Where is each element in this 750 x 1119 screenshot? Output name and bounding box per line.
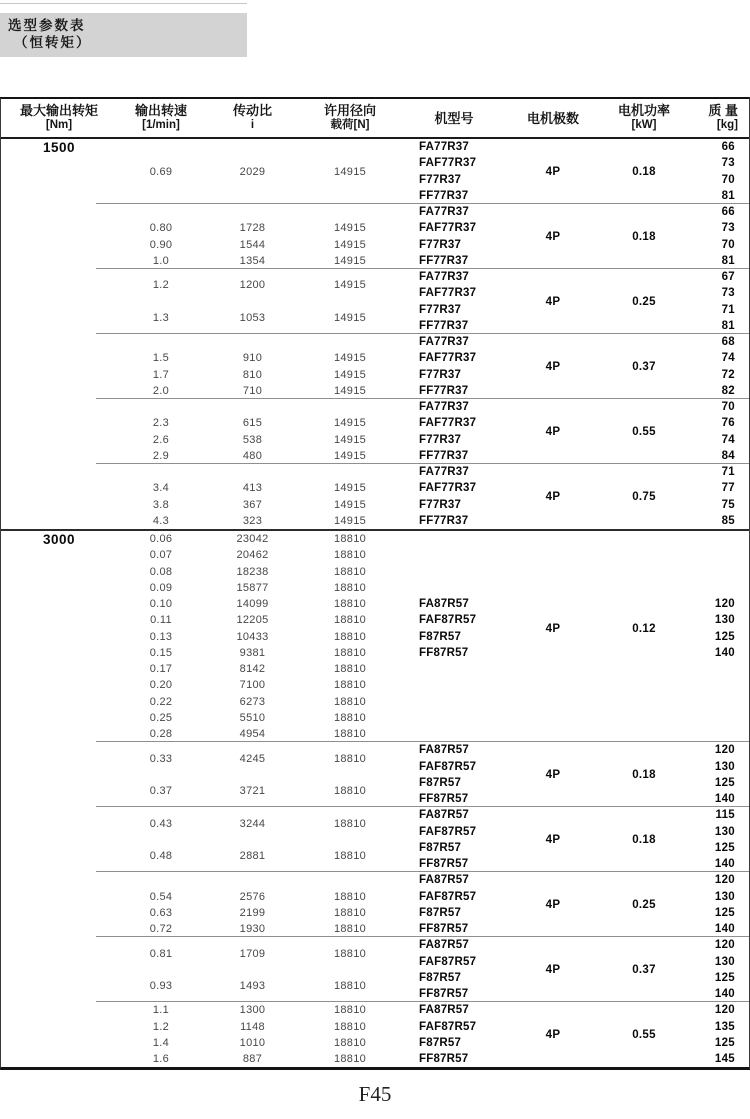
model-cell: F87R57 <box>419 971 462 984</box>
power-cell: 0.25 <box>632 898 656 911</box>
mass-cell: 68 <box>721 336 735 349</box>
model-cell: F77R37 <box>419 303 462 316</box>
load-cell: 18810 <box>333 1020 367 1033</box>
col-header-8 <box>690 99 748 137</box>
ratio-cell: 2576 <box>239 890 266 903</box>
load-cell: 14915 <box>333 514 367 527</box>
ratio-cell: 2029 <box>239 165 266 178</box>
mass-cell: 125 <box>714 776 735 789</box>
speed-cell: 1.6 <box>152 1053 170 1066</box>
speed-cell: 0.63 <box>149 906 173 919</box>
poles-cell: 4P <box>545 360 561 373</box>
mass-cell: 75 <box>721 498 735 511</box>
group <box>1 334 749 399</box>
speed-cell: 0.09 <box>149 581 173 594</box>
mass-cell: 140 <box>714 646 735 659</box>
col-header-title: 电机极数 <box>526 110 579 126</box>
ratio-cell: 1930 <box>239 923 266 936</box>
load-cell: 14915 <box>333 165 367 178</box>
speed-cell: 0.81 <box>149 947 173 960</box>
model-cell: FAF77R37 <box>419 287 477 300</box>
load-cell: 18810 <box>333 728 367 741</box>
model-cell: FAF77R37 <box>419 352 477 365</box>
speed-cell: 1.7 <box>152 368 170 381</box>
section-3000 <box>1 529 749 1067</box>
model-cell: FA87R57 <box>419 874 469 887</box>
speed-cell: 0.20 <box>149 679 173 692</box>
group <box>1 872 749 937</box>
speed-cell: 1.0 <box>152 254 170 267</box>
mass-cell: 120 <box>714 939 735 952</box>
speed-cell: 0.28 <box>149 728 173 741</box>
model-cell: FF87R57 <box>419 988 469 1001</box>
mass-cell: 140 <box>714 988 735 1001</box>
mass-cell: 130 <box>714 825 735 838</box>
mass-cell: 77 <box>721 482 735 495</box>
model-cell: FAF87R57 <box>419 825 477 838</box>
ratio-cell: 710 <box>242 384 263 397</box>
col-header-3 <box>205 99 300 137</box>
speed-cell: 0.93 <box>149 980 173 992</box>
mass-cell: 130 <box>714 760 735 773</box>
model-cell: F77R37 <box>419 498 462 511</box>
ratio-cell: 2199 <box>239 906 266 919</box>
group <box>1 742 749 807</box>
col-header-unit: [kW] <box>631 119 657 131</box>
speed-cell: 0.80 <box>149 222 173 235</box>
power-cell: 0.25 <box>632 295 656 308</box>
ratio-cell: 6273 <box>239 695 266 708</box>
poles-cell: 4P <box>545 295 561 308</box>
load-cell: 14915 <box>333 222 367 235</box>
mass-cell: 66 <box>721 141 735 154</box>
mass-cell: 76 <box>721 417 735 430</box>
group-separator <box>96 398 749 399</box>
load-cell: 18810 <box>333 1053 367 1066</box>
load-cell: 14915 <box>333 449 367 462</box>
group-separator <box>96 936 749 937</box>
ratio-cell: 1544 <box>239 238 266 251</box>
ratio-cell: 323 <box>242 514 263 527</box>
load-cell: 18810 <box>333 711 367 724</box>
mass-cell: 125 <box>714 630 735 643</box>
load-cell: 18810 <box>333 923 367 936</box>
mass-cell: 71 <box>721 466 735 479</box>
speed-cell: 1.1 <box>152 1004 170 1017</box>
col-header-title: 许用径向 <box>323 103 376 118</box>
mass-cell: 140 <box>714 858 735 871</box>
ratio-cell: 887 <box>242 1053 263 1066</box>
ratio-cell: 1728 <box>239 222 266 235</box>
ratio-cell: 3721 <box>239 785 266 797</box>
group-separator <box>96 1001 749 1002</box>
selection-parameter-table <box>0 97 750 1070</box>
mass-cell: 81 <box>721 319 735 332</box>
model-cell: FF77R37 <box>419 254 469 267</box>
load-cell: 18810 <box>333 646 367 659</box>
mass-cell: 125 <box>714 841 735 854</box>
group <box>1 531 749 742</box>
load-cell: 14915 <box>333 368 367 381</box>
ratio-cell: 367 <box>242 498 263 511</box>
mass-cell: 81 <box>721 189 735 202</box>
mass-cell: 71 <box>721 303 735 316</box>
load-cell: 18810 <box>333 1036 367 1049</box>
group <box>1 269 749 334</box>
model-cell: F77R37 <box>419 238 462 251</box>
speed-cell: 2.6 <box>152 433 170 446</box>
mass-cell: 135 <box>714 1020 735 1033</box>
load-cell: 18810 <box>333 630 367 643</box>
poles-cell: 4P <box>545 833 561 846</box>
col-header-title: 传动比 <box>232 103 272 118</box>
power-cell: 0.55 <box>632 425 656 438</box>
load-cell: 18810 <box>333 614 367 627</box>
speed-cell: 1.5 <box>152 352 170 365</box>
load-cell: 18810 <box>333 752 367 765</box>
model-cell: FA77R37 <box>419 271 469 284</box>
ratio-cell: 810 <box>242 368 263 381</box>
model-cell: FF77R37 <box>419 189 469 202</box>
ratio-cell: 5510 <box>239 711 266 724</box>
speed-cell: 0.07 <box>149 549 173 562</box>
mass-cell: 115 <box>715 809 735 822</box>
ratio-cell: 480 <box>242 449 263 462</box>
group <box>1 937 749 1002</box>
ratio-cell: 1053 <box>239 311 266 324</box>
col-header-6 <box>508 99 598 137</box>
ratio-cell: 615 <box>242 417 263 430</box>
speed-cell: 0.43 <box>149 817 173 830</box>
load-cell: 18810 <box>333 980 367 992</box>
load-cell: 18810 <box>333 533 367 546</box>
speed-cell: 0.15 <box>149 646 173 659</box>
speed-cell: 1.4 <box>152 1036 170 1049</box>
group-separator <box>96 268 749 269</box>
speed-cell: 0.08 <box>149 565 173 578</box>
mass-cell: 120 <box>714 744 735 757</box>
col-header-unit: [kg] <box>716 119 738 131</box>
ratio-cell: 15877 <box>236 581 269 594</box>
group-separator <box>96 463 749 464</box>
title-box <box>0 13 247 57</box>
col-header-title: 最大输出转矩 <box>19 103 98 118</box>
load-cell: 14915 <box>333 498 367 511</box>
mass-cell: 125 <box>714 1036 735 1049</box>
model-cell: FA77R37 <box>419 466 469 479</box>
col-header-title: 电机功率 <box>617 103 670 118</box>
power-cell: 0.18 <box>632 230 656 243</box>
model-cell: FA87R57 <box>419 809 469 822</box>
page-title-line1: 选型参数表 <box>8 18 86 33</box>
group-separator <box>96 806 749 807</box>
mass-cell: 125 <box>714 971 735 984</box>
mass-cell: 85 <box>721 514 735 527</box>
ratio-cell: 413 <box>242 482 263 495</box>
power-cell: 0.37 <box>632 360 656 373</box>
power-cell: 0.18 <box>632 768 656 781</box>
model-cell: FAF77R37 <box>419 417 477 430</box>
group <box>1 139 749 204</box>
mass-cell: 70 <box>721 238 735 251</box>
ratio-cell: 4245 <box>239 752 266 765</box>
power-cell: 0.12 <box>632 622 656 635</box>
model-cell: FF77R37 <box>419 514 469 527</box>
load-cell: 14915 <box>333 238 367 251</box>
load-cell: 18810 <box>333 947 367 960</box>
load-cell: 14915 <box>333 417 367 430</box>
col-header-1 <box>1 99 117 137</box>
ratio-cell: 1200 <box>239 279 266 292</box>
speed-cell: 1.2 <box>152 1020 170 1033</box>
load-cell: 18810 <box>333 663 367 676</box>
poles-cell: 4P <box>545 1028 561 1041</box>
model-cell: F77R37 <box>419 368 462 381</box>
group-separator <box>96 741 749 742</box>
mass-cell: 81 <box>721 254 735 267</box>
group <box>1 807 749 872</box>
model-cell: F87R57 <box>419 841 462 854</box>
mass-cell: 120 <box>714 598 735 611</box>
power-cell: 0.55 <box>632 1028 656 1041</box>
mass-cell: 130 <box>714 955 735 968</box>
model-cell: FAF77R37 <box>419 222 477 235</box>
load-cell: 18810 <box>333 695 367 708</box>
speed-cell: 0.72 <box>149 923 173 936</box>
speed-cell: 1.3 <box>152 311 170 324</box>
col-header-4 <box>300 99 400 137</box>
torque-cell: 3000 <box>42 531 76 547</box>
speed-cell: 0.06 <box>149 533 173 546</box>
model-cell: F87R57 <box>419 776 462 789</box>
load-cell: 18810 <box>333 906 367 919</box>
load-cell: 18810 <box>333 581 367 594</box>
speed-cell: 0.69 <box>149 165 173 178</box>
ratio-cell: 10433 <box>236 630 269 643</box>
col-header-unit: [1/min] <box>142 119 180 131</box>
speed-cell: 0.13 <box>149 630 173 643</box>
table-body <box>1 139 749 1067</box>
col-header-unit: [Nm] <box>45 119 73 131</box>
model-cell: F77R37 <box>419 433 462 446</box>
model-cell: FAF77R37 <box>419 157 477 170</box>
load-cell: 18810 <box>333 817 367 830</box>
mass-cell: 70 <box>721 401 735 414</box>
model-cell: F87R57 <box>419 906 462 919</box>
model-cell: F87R57 <box>419 1036 462 1049</box>
model-cell: FA87R57 <box>419 939 469 952</box>
model-cell: FF87R57 <box>419 646 469 659</box>
model-cell: FA77R37 <box>419 206 469 219</box>
speed-cell: 0.48 <box>149 850 173 862</box>
load-cell: 14915 <box>333 254 367 267</box>
load-cell: 18810 <box>333 549 367 562</box>
speed-cell: 0.22 <box>149 695 173 708</box>
mass-cell: 73 <box>721 157 735 170</box>
mass-cell: 66 <box>721 206 735 219</box>
speed-cell: 0.10 <box>149 598 173 611</box>
speed-cell: 0.90 <box>149 238 173 251</box>
power-cell: 0.37 <box>632 963 656 976</box>
model-cell: FF77R37 <box>419 449 469 462</box>
col-header-unit: i <box>250 119 255 131</box>
model-cell: F77R37 <box>419 173 462 186</box>
model-cell: FA77R37 <box>419 401 469 414</box>
load-cell: 18810 <box>333 565 367 578</box>
col-header-5 <box>400 99 508 137</box>
model-cell: FF77R37 <box>419 319 469 332</box>
page-number: F45 <box>358 1082 392 1106</box>
col-header-title: 质 量 <box>708 103 738 118</box>
load-cell: 14915 <box>333 433 367 446</box>
speed-cell: 0.25 <box>149 711 173 724</box>
poles-cell: 4P <box>545 490 561 503</box>
speed-cell: 0.37 <box>149 785 173 797</box>
mass-cell: 130 <box>714 614 735 627</box>
col-header-unit: 载荷[N] <box>330 119 370 131</box>
load-cell: 14915 <box>333 311 367 324</box>
model-cell: FA77R37 <box>419 336 469 349</box>
torque-cell: 1500 <box>42 139 76 155</box>
speed-cell: 3.8 <box>152 498 170 511</box>
model-cell: FAF87R57 <box>419 614 477 627</box>
ratio-cell: 12205 <box>236 614 269 627</box>
ratio-cell: 20462 <box>236 549 269 562</box>
poles-cell: 4P <box>545 898 561 911</box>
ratio-cell: 1493 <box>239 980 266 992</box>
speed-cell: 4.3 <box>152 514 170 527</box>
group-separator <box>96 203 749 204</box>
mass-cell: 74 <box>721 433 735 446</box>
speed-cell: 0.11 <box>150 614 172 627</box>
model-cell: FAF87R57 <box>419 955 477 968</box>
model-cell: FF87R57 <box>419 858 469 871</box>
ratio-cell: 8142 <box>239 663 266 676</box>
mass-cell: 120 <box>714 1004 735 1017</box>
group <box>1 464 749 529</box>
poles-cell: 4P <box>545 768 561 781</box>
mass-cell: 140 <box>714 923 735 936</box>
model-cell: FAF87R57 <box>419 760 477 773</box>
ratio-cell: 9381 <box>239 646 266 659</box>
col-header-title: 输出转速 <box>134 103 187 118</box>
power-cell: 0.75 <box>632 490 656 503</box>
ratio-cell: 1148 <box>240 1020 265 1033</box>
load-cell: 14915 <box>333 279 367 292</box>
ratio-cell: 14099 <box>236 598 269 611</box>
model-cell: FF87R57 <box>419 1053 469 1066</box>
top-rule <box>0 3 247 4</box>
model-cell: FAF87R57 <box>419 1020 477 1033</box>
load-cell: 18810 <box>333 679 367 692</box>
ratio-cell: 2881 <box>239 850 266 862</box>
load-cell: 18810 <box>333 850 367 862</box>
load-cell: 18810 <box>333 785 367 797</box>
load-cell: 18810 <box>333 598 367 611</box>
mass-cell: 130 <box>714 890 735 903</box>
section-1500 <box>1 139 749 529</box>
ratio-cell: 1010 <box>239 1036 266 1049</box>
mass-cell: 73 <box>721 222 735 235</box>
mass-cell: 84 <box>721 449 735 462</box>
ratio-cell: 23042 <box>236 533 269 546</box>
col-header-title: 机型号 <box>434 110 474 126</box>
col-header-2 <box>117 99 205 137</box>
col-header-7 <box>598 99 690 137</box>
model-cell: F87R57 <box>419 630 462 643</box>
mass-cell: 145 <box>714 1053 735 1066</box>
ratio-cell: 1709 <box>239 947 266 960</box>
speed-cell: 2.0 <box>152 384 170 397</box>
model-cell: FF77R37 <box>419 384 469 397</box>
ratio-cell: 910 <box>242 352 263 365</box>
model-cell: FA87R57 <box>419 598 469 611</box>
power-cell: 0.18 <box>632 833 656 846</box>
ratio-cell: 538 <box>242 433 263 446</box>
mass-cell: 73 <box>721 287 735 300</box>
speed-cell: 0.17 <box>149 663 173 676</box>
model-cell: FAF77R37 <box>419 482 477 495</box>
mass-cell: 67 <box>721 271 735 284</box>
poles-cell: 4P <box>545 230 561 243</box>
poles-cell: 4P <box>545 165 561 178</box>
model-cell: FA87R57 <box>419 744 469 757</box>
group-separator <box>96 333 749 334</box>
load-cell: 14915 <box>333 352 367 365</box>
group <box>1 399 749 464</box>
ratio-cell: 4954 <box>239 728 266 741</box>
load-cell: 14915 <box>333 384 367 397</box>
speed-cell: 2.9 <box>152 449 170 462</box>
ratio-cell: 1354 <box>239 254 266 267</box>
ratio-cell: 1300 <box>239 1004 266 1017</box>
load-cell: 18810 <box>333 890 367 903</box>
load-cell: 14915 <box>333 482 367 495</box>
mass-cell: 125 <box>714 906 735 919</box>
speed-cell: 3.4 <box>152 482 170 495</box>
ratio-cell: 18238 <box>236 565 269 578</box>
ratio-cell: 7100 <box>239 679 266 692</box>
poles-cell: 4P <box>545 425 561 438</box>
model-cell: FA77R37 <box>419 141 469 154</box>
page-title-line2: （恒转矩） <box>14 35 92 50</box>
poles-cell: 4P <box>545 963 561 976</box>
group <box>1 204 749 269</box>
mass-cell: 74 <box>721 352 735 365</box>
poles-cell: 4P <box>545 622 561 635</box>
group-separator <box>96 871 749 872</box>
speed-cell: 1.2 <box>152 279 170 292</box>
mass-cell: 70 <box>721 173 735 186</box>
load-cell: 18810 <box>333 1004 367 1017</box>
mass-cell: 140 <box>714 793 735 806</box>
mass-cell: 120 <box>714 874 735 887</box>
ratio-cell: 3244 <box>239 817 266 830</box>
table-header <box>1 99 749 139</box>
speed-cell: 0.54 <box>149 890 173 903</box>
model-cell: FF87R57 <box>419 793 469 806</box>
speed-cell: 0.33 <box>149 752 173 765</box>
speed-cell: 2.3 <box>152 417 170 430</box>
model-cell: FF87R57 <box>419 923 469 936</box>
model-cell: FA87R57 <box>419 1004 469 1017</box>
power-cell: 0.18 <box>632 165 656 178</box>
group <box>1 1002 749 1067</box>
model-cell: FAF87R57 <box>419 890 477 903</box>
mass-cell: 82 <box>721 384 735 397</box>
mass-cell: 72 <box>721 368 735 381</box>
